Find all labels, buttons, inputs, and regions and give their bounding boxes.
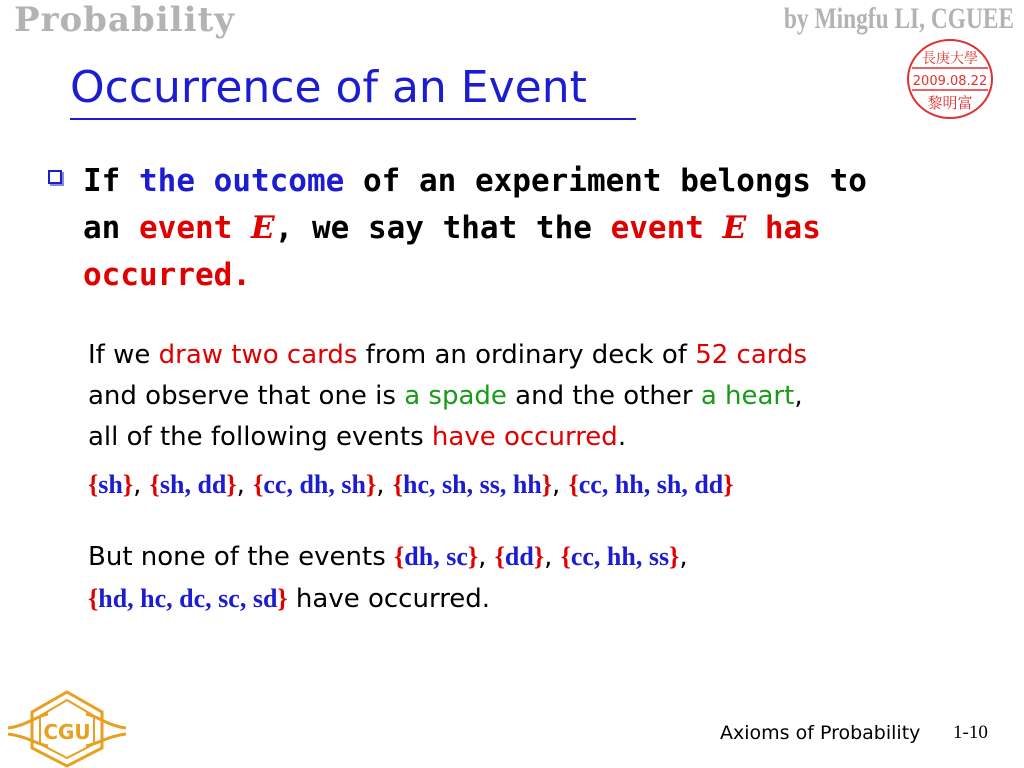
not-occurred-paragraph: But none of the events {dh, sc}, {dd}, {cc, hh, ss}, {hd, hc, dc, sc, sd} have occurred. bbox=[88, 542, 688, 614]
stamp-line-3: 黎明富 bbox=[927, 94, 973, 112]
university-logo-icon bbox=[6, 686, 128, 768]
author-credit: by Mingfu LI, CGUEE bbox=[783, 2, 1014, 35]
event-set: {dh, sc} bbox=[394, 542, 479, 571]
event-set: {hc, sh, ss, hh} bbox=[392, 470, 552, 499]
example-paragraph: If we draw two cards from an ordinary deck of 52 cards and observe that one is a spade and the other a heart, all of the following events have occurred. bbox=[88, 340, 808, 452]
stamp-line-1: 長庚大學 bbox=[922, 51, 978, 67]
event-set: {dd} bbox=[494, 542, 545, 571]
logo-text: CGU bbox=[43, 720, 91, 744]
title-underline bbox=[70, 118, 636, 120]
event-set: {cc, hh, sh, dd} bbox=[568, 470, 734, 499]
occurred-sets-line: {sh}, {sh, dd}, {cc, dh, sh}, {hc, sh, ss, hh}, {cc, hh, sh, dd} bbox=[88, 470, 734, 500]
event-set: {sh, dd} bbox=[149, 470, 237, 499]
seal-stamp-icon bbox=[906, 38, 994, 120]
main-bullet-text: If the outcome of an experiment belongs to an event E, we say that the event E has occurred. bbox=[83, 163, 867, 293]
checkbox-bullet-icon bbox=[48, 170, 62, 184]
event-set: {cc, dh, sh} bbox=[253, 470, 377, 499]
stamp-line-2: 2009.08.22 bbox=[912, 74, 988, 89]
chapter-footer: Axioms of Probability bbox=[720, 722, 921, 744]
page-number: 1-10 bbox=[953, 722, 988, 743]
event-set: {hd, hc, dc, sc, sd} bbox=[88, 584, 288, 613]
slide-title: Occurrence of an Event bbox=[70, 62, 587, 113]
event-set: {cc, hh, ss} bbox=[560, 542, 680, 571]
course-title: Probability bbox=[14, 0, 235, 40]
event-set: {sh} bbox=[88, 470, 134, 499]
